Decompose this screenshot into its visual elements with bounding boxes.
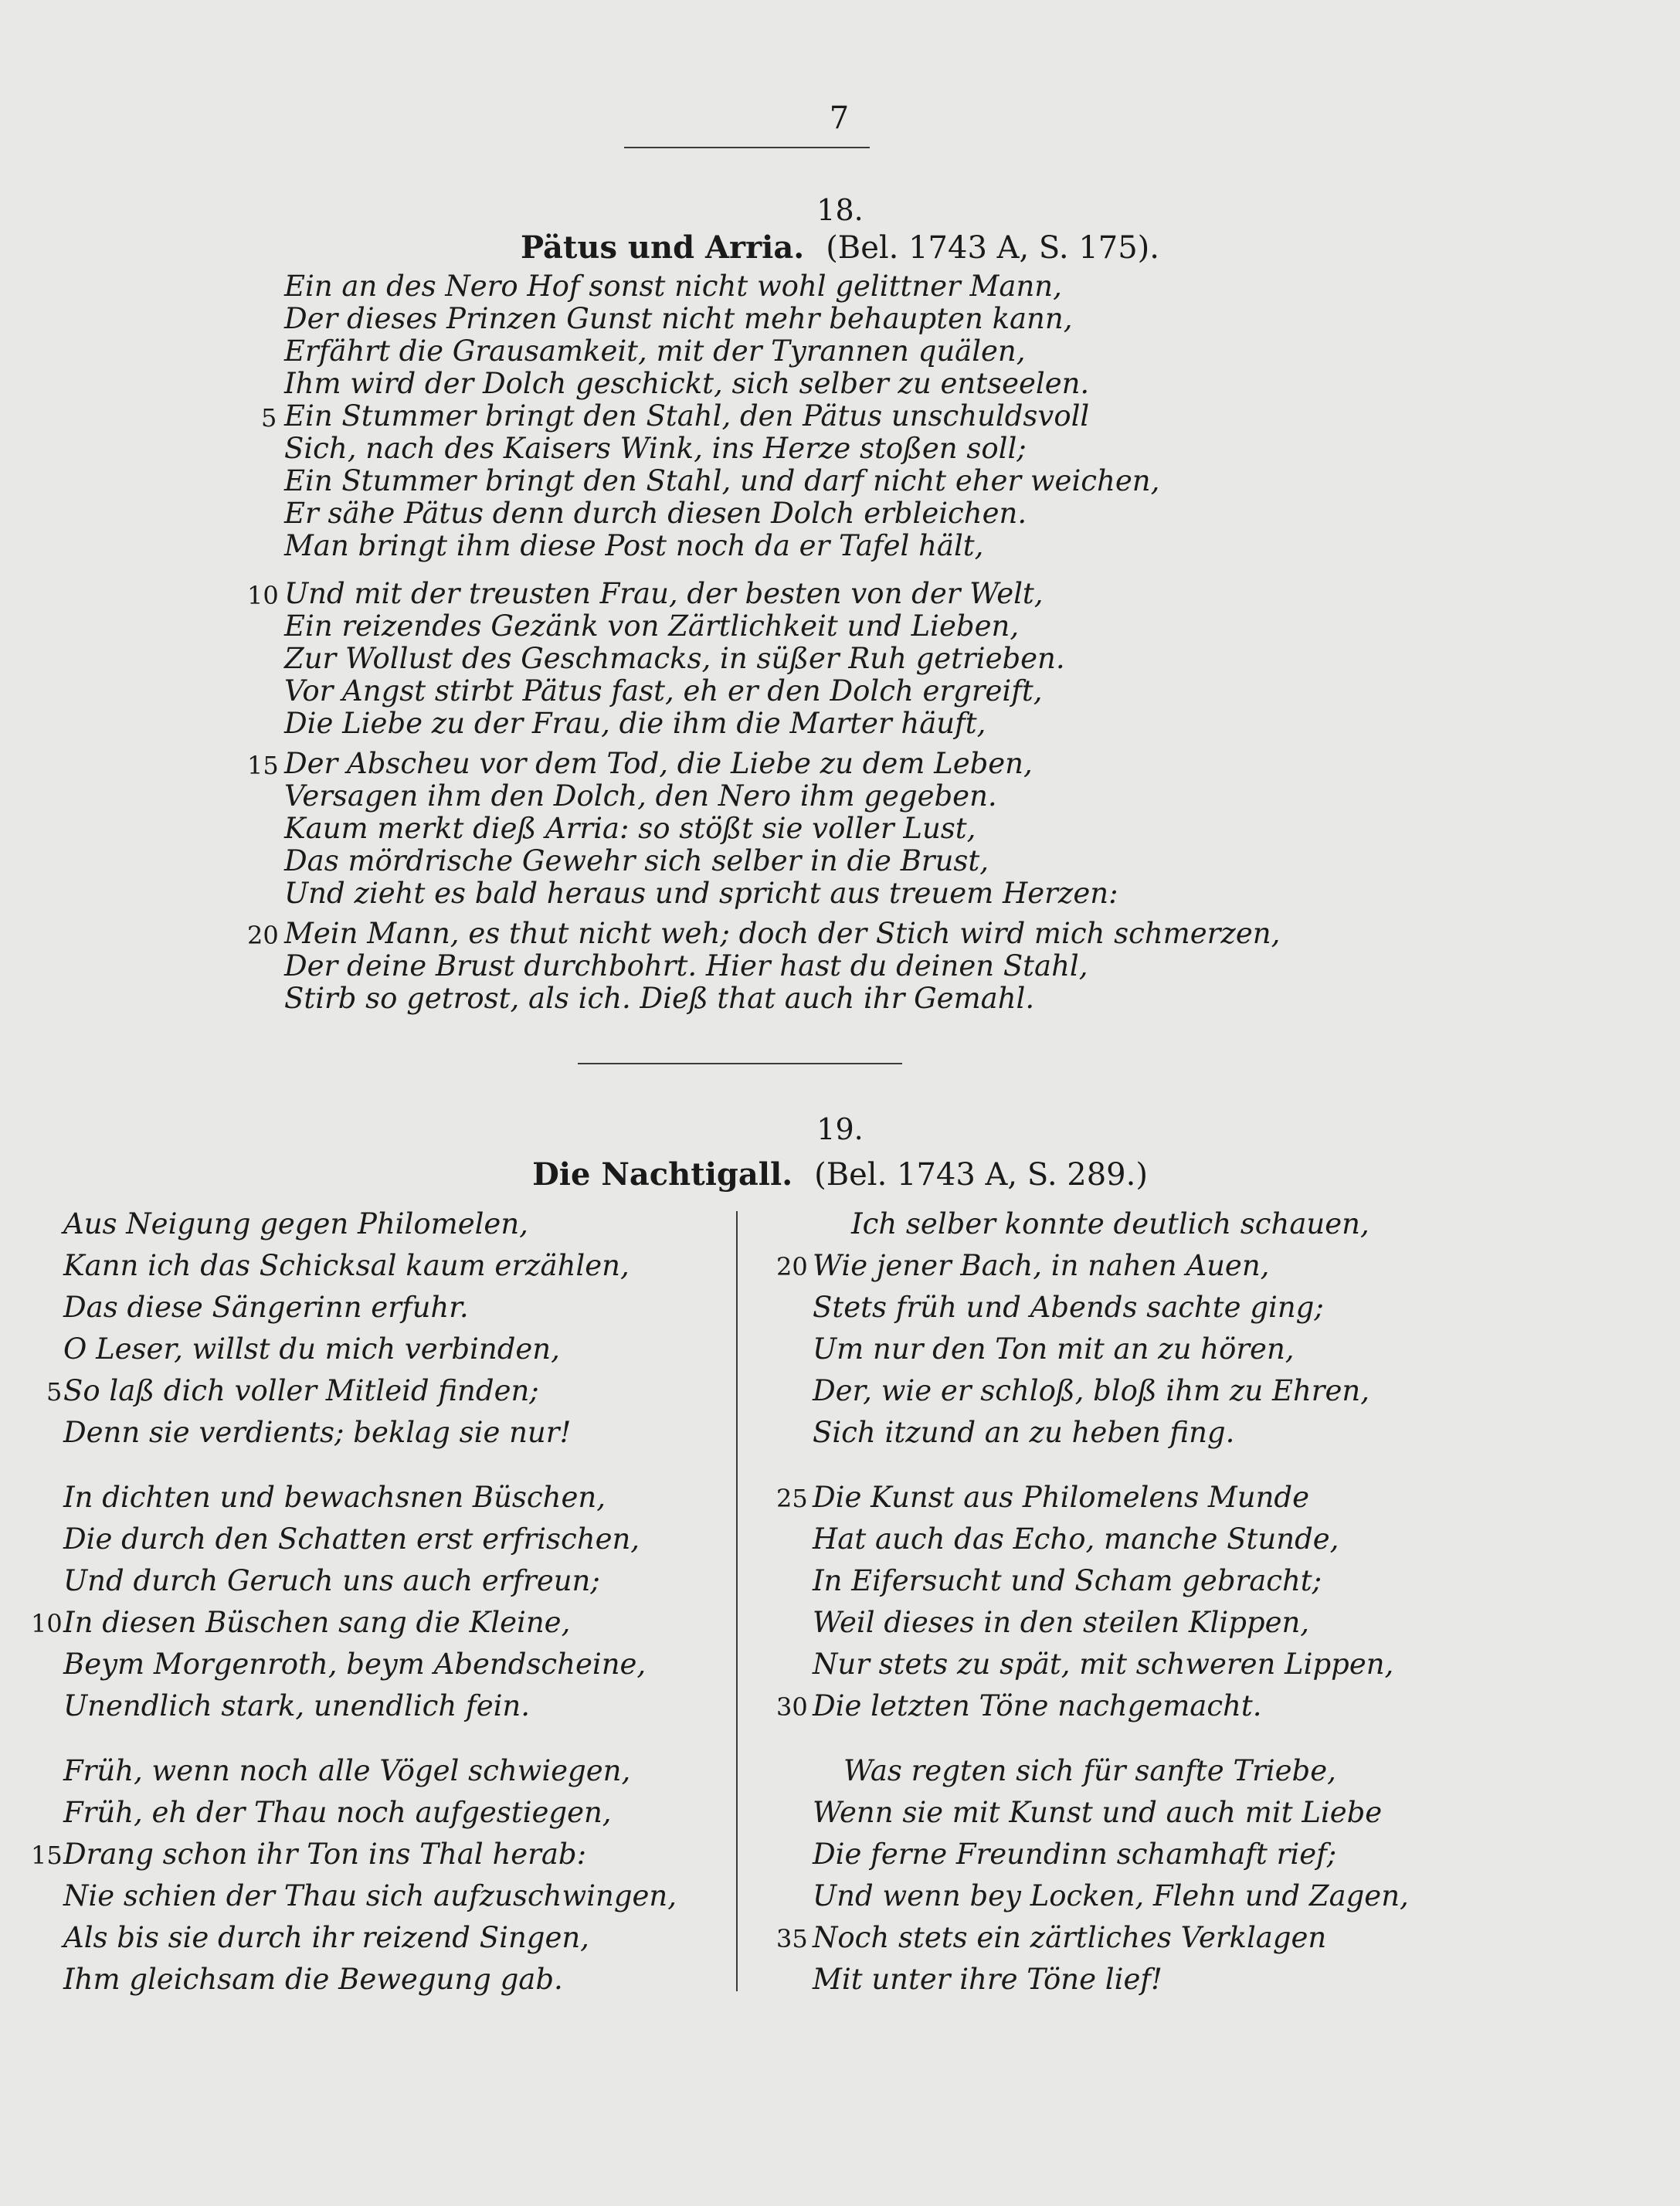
verse-line: Der dieses Prinzen Gunst nicht mehr behaupten kann, — [284, 302, 1073, 335]
verse-line: Ein an des Nero Hof sonst nicht wohl gelittner Mann, — [284, 270, 1062, 303]
page-number: 7 — [829, 100, 851, 136]
verse-line: Um nur den Ton mit an zu hören, — [813, 1332, 1295, 1366]
column-divider — [736, 1211, 738, 1991]
verse-line: Früh, wenn noch alle Vögel schwiegen, — [63, 1754, 631, 1787]
verse-line: In diesen Büschen sang die Kleine, — [63, 1606, 571, 1639]
line-number: 35 — [776, 1924, 808, 1953]
poem-19-title-line — [0, 1156, 1680, 1193]
verse-line: Die letzten Töne nachgemacht. — [813, 1689, 1262, 1722]
verse-line: Ihm gleichsam die Bewegung gab. — [63, 1963, 563, 1996]
verse-line: Versagen ihm den Dolch, den Nero ihm gegeben. — [284, 779, 997, 813]
verse-line: Ein Stummer bringt den Stahl, den Pätus unschuldsvoll — [284, 399, 1090, 433]
verse-line: Beym Morgenroth, beym Abendscheine, — [63, 1648, 647, 1681]
poem-18-source: (Bel. 1743 A, S. 175). — [826, 230, 1159, 266]
verse-line: In Eifersucht und Scham gebracht; — [813, 1564, 1322, 1597]
verse-line: Die ferne Freundinn schamhaft rief; — [813, 1838, 1337, 1871]
poem-18-number: 18. — [816, 193, 864, 227]
header-rule — [624, 147, 870, 148]
section-divider — [578, 1063, 902, 1064]
verse-line: Stirb so getrost, als ich. Dieß that auch ihr Gemahl. — [284, 982, 1035, 1015]
line-number: 10 — [31, 1609, 63, 1638]
line-number: 5 — [46, 1377, 63, 1407]
line-number: 25 — [776, 1484, 808, 1513]
verse-line: Die Kunst aus Philomelens Munde — [813, 1481, 1309, 1514]
verse-line: Stets früh und Abends sachte ging; — [813, 1291, 1324, 1324]
verse-line: Nie schien der Thau sich aufzuschwingen, — [63, 1879, 677, 1912]
line-number: 30 — [776, 1692, 808, 1722]
verse-line: Der, wie er schloß, bloß ihm zu Ehren, — [813, 1374, 1369, 1407]
verse-line: Ein Stummer bringt den Stahl, und darf nicht eher weichen, — [284, 464, 1160, 497]
poem-18-title: Pätus und Arria. — [520, 229, 805, 266]
verse-line: Das diese Sängerinn erfuhr. — [63, 1291, 469, 1324]
verse-line: Und mit der treusten Frau, der besten von der Welt, — [284, 577, 1044, 610]
poem-18-title-line — [0, 229, 1680, 266]
verse-line: Er sähe Pätus denn durch diesen Dolch erbleichen. — [284, 497, 1027, 530]
verse-line: Sich, nach des Kaisers Wink, ins Herze stoßen soll; — [284, 432, 1027, 465]
verse-line: Aus Neigung gegen Philomelen, — [63, 1207, 528, 1240]
verse-line: Mit unter ihre Töne lief! — [813, 1963, 1162, 1996]
line-number: 20 — [247, 921, 279, 950]
poem-19-source: (Bel. 1743 A, S. 289.) — [814, 1157, 1148, 1193]
verse-line: Drang schon ihr Ton ins Thal herab: — [63, 1838, 587, 1871]
line-number: 20 — [776, 1252, 808, 1281]
verse-line: Und durch Geruch uns auch erfreun; — [63, 1564, 600, 1597]
verse-line: Ein reizendes Gezänk von Zärtlichkeit und Lieben, — [284, 609, 1020, 643]
verse-line: Die durch den Schatten erst erfrischen, — [63, 1522, 640, 1556]
verse-line: Nur stets zu spät, mit schweren Lippen, — [813, 1648, 1394, 1681]
verse-line: Kann ich das Schicksal kaum erzählen, — [63, 1249, 630, 1282]
verse-line: Wenn sie mit Kunst und auch mit Liebe — [813, 1796, 1383, 1829]
poem-19-title: Die Nachtigall. — [532, 1156, 793, 1193]
verse-line: Weil dieses in den steilen Klippen, — [813, 1606, 1310, 1639]
verse-line: Unendlich stark, unendlich fein. — [63, 1689, 531, 1722]
line-number: 15 — [31, 1841, 63, 1870]
verse-line: Ihm wird der Dolch geschickt, sich selber zu entseelen. — [284, 367, 1090, 400]
poem-19-number: 19. — [816, 1112, 864, 1146]
verse-line: Hat auch das Echo, manche Stunde, — [813, 1522, 1339, 1556]
verse-line: So laß dich voller Mitleid finden; — [63, 1374, 539, 1407]
verse-line: Zur Wollust des Geschmacks, in süßer Ruh getrieben. — [284, 642, 1065, 675]
verse-line: Und wenn bey Locken, Flehn und Zagen, — [813, 1879, 1409, 1912]
verse-line: Mein Mann, es thut nicht weh; doch der Stich wird mich schmerzen, — [284, 917, 1281, 950]
verse-line: Erfährt die Grausamkeit, mit der Tyrannen quälen, — [284, 334, 1026, 368]
verse-line: Wie jener Bach, in nahen Auen, — [813, 1249, 1270, 1282]
line-number: 5 — [261, 403, 277, 433]
verse-line: Der deine Brust durchbohrt. Hier hast du deinen Stahl, — [284, 949, 1088, 983]
verse-line: In dichten und bewachsnen Büschen, — [63, 1481, 606, 1514]
verse-line: Das mördrische Gewehr sich selber in die Brust, — [284, 844, 989, 877]
verse-line: Kaum merkt dieß Arria: so stößt sie voller Lust, — [284, 812, 976, 845]
verse-line: Denn sie verdients; beklag sie nur! — [63, 1416, 572, 1449]
verse-line: Die Liebe zu der Frau, die ihm die Marter häuft, — [284, 707, 986, 740]
verse-line: Früh, eh der Thau noch aufgestiegen, — [63, 1796, 612, 1829]
line-number: 10 — [247, 581, 279, 610]
verse-line: Was regten sich für sanfte Triebe, — [843, 1754, 1336, 1787]
verse-line: O Leser, willst du mich verbinden, — [63, 1332, 560, 1366]
verse-line: Ich selber konnte deutlich schauen, — [851, 1207, 1369, 1240]
verse-line: Der Abscheu vor dem Tod, die Liebe zu dem Leben, — [284, 747, 1033, 780]
verse-line: Man bringt ihm diese Post noch da er Tafel hält, — [284, 529, 984, 562]
verse-line: Und zieht es bald heraus und spricht aus treuem Herzen: — [284, 877, 1118, 910]
verse-line: Sich itzund an zu heben fing. — [813, 1416, 1235, 1449]
line-number: 15 — [247, 751, 279, 780]
verse-line: Vor Angst stirbt Pätus fast, eh er den Dolch ergreift, — [284, 674, 1043, 708]
verse-line: Noch stets ein zärtliches Verklagen — [813, 1921, 1327, 1954]
verse-line: Als bis sie durch ihr reizend Singen, — [63, 1921, 589, 1954]
